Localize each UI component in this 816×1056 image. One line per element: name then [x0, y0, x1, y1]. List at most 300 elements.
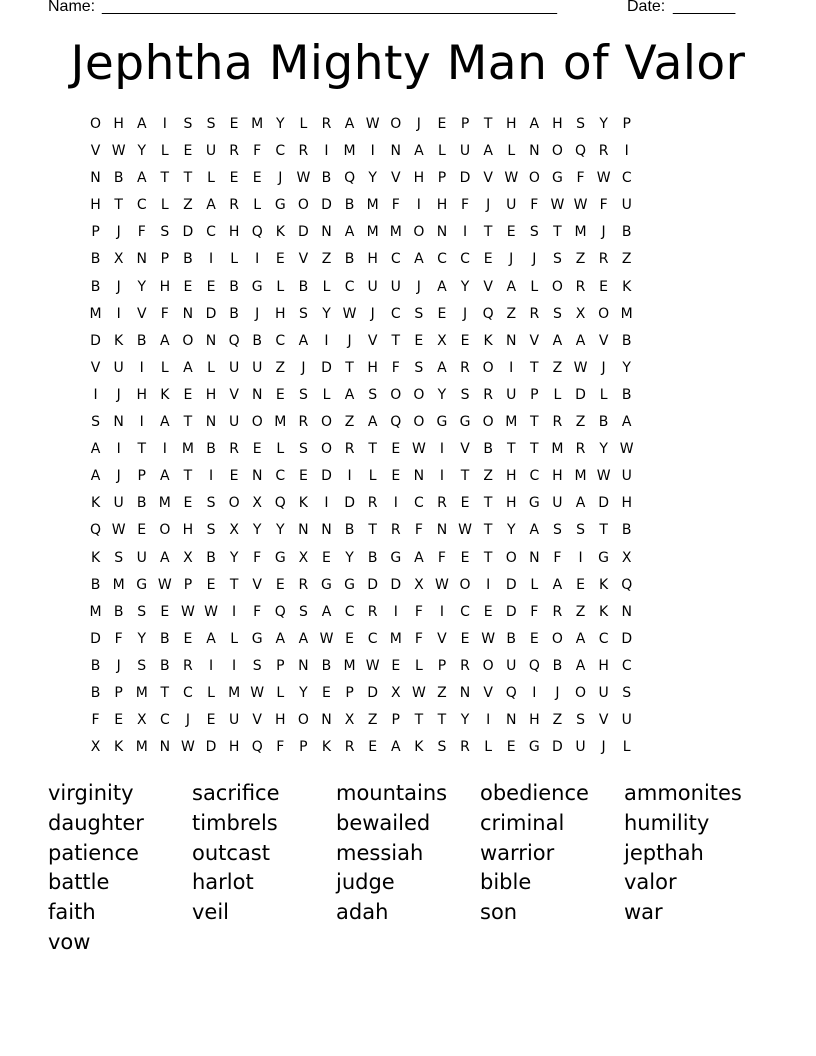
grid-letter: A	[321, 603, 332, 620]
grid-letter: F	[414, 522, 423, 539]
grid-letter: O	[413, 224, 425, 241]
grid-letter: T	[437, 712, 447, 729]
grid-letter: M	[366, 197, 379, 214]
grid-letter: T	[229, 576, 239, 593]
grid-letter: L	[207, 359, 215, 376]
grid-letter: S	[114, 549, 124, 566]
grid-letter: B	[183, 251, 193, 268]
grid-letter: A	[552, 332, 563, 349]
grid-letter: H	[159, 278, 171, 295]
grid-letter: C	[413, 495, 424, 512]
grid-letter: N	[529, 143, 540, 160]
grid-letter: A	[160, 468, 170, 485]
grid-letter: Z	[575, 251, 586, 268]
grid-letter: E	[206, 576, 216, 593]
grid-letter: P	[114, 684, 123, 701]
grid-row	[84, 246, 732, 273]
grid-letter: B	[136, 332, 147, 349]
grid-letter: I	[232, 603, 237, 620]
grid-letter: N	[251, 386, 263, 403]
grid-letter: F	[437, 549, 446, 566]
grid-letter: J	[255, 305, 260, 322]
grid-letter: G	[528, 739, 540, 756]
grid-letter: B	[621, 332, 632, 349]
grid-letter: T	[483, 495, 493, 512]
grid-letter: S	[160, 224, 170, 241]
grid-letter: C	[275, 143, 286, 160]
grid-letter: E	[506, 224, 516, 241]
grid-letter: W	[342, 305, 357, 322]
grid-letter: Y	[276, 522, 285, 539]
grid-letter: P	[460, 116, 470, 132]
grid-letter: F	[414, 603, 423, 620]
grid-letter: D	[90, 332, 101, 349]
grid-letter: T	[599, 522, 608, 539]
grid-letter: R	[552, 603, 563, 620]
grid-letter: S	[252, 657, 262, 674]
grid-letter: I	[139, 359, 144, 376]
grid-letter: S	[137, 603, 147, 620]
grid-letter: G	[251, 630, 263, 647]
grid-letter: T	[414, 712, 424, 729]
grid-letter: B	[344, 251, 355, 268]
grid-letter: O	[482, 414, 494, 431]
grid-letter: U	[621, 197, 632, 214]
grid-letter: E	[183, 630, 193, 647]
grid-letter: E	[391, 657, 401, 674]
grid-letter: E	[114, 712, 124, 729]
grid-letter: E	[206, 712, 216, 729]
grid-letter: Y	[460, 278, 470, 295]
grid-letter: W	[411, 684, 426, 701]
grid-letter: L	[530, 278, 539, 295]
grid-letter: Z	[506, 305, 517, 322]
grid-letter: P	[160, 251, 170, 268]
grid-letter: L	[414, 657, 423, 674]
grid-letter: G	[344, 576, 355, 593]
grid-letter: I	[232, 657, 237, 674]
grid-letter: U	[459, 143, 471, 160]
grid-letter: H	[505, 468, 517, 485]
grid-letter: K	[90, 495, 101, 512]
grid-letter: R	[367, 495, 378, 512]
grid-letter: U	[621, 712, 632, 729]
grid-letter: B	[344, 522, 355, 539]
grid-letter: A	[298, 332, 309, 349]
grid-letter: I	[416, 197, 421, 214]
grid-letter: X	[437, 332, 447, 349]
grid-letter: J	[601, 739, 606, 756]
word-list-item: vow	[48, 929, 91, 954]
grid-letter: U	[506, 657, 517, 674]
grid-letter: Y	[299, 684, 308, 701]
grid-letter: I	[509, 359, 514, 376]
grid-letter: Y	[460, 712, 470, 729]
grid-letter: L	[299, 116, 308, 132]
grid-letter: N	[390, 143, 401, 160]
grid-letter: W	[596, 170, 611, 187]
grid-letter: T	[530, 441, 539, 458]
grid-letter: I	[255, 251, 260, 268]
grid-letter: D	[598, 495, 609, 512]
grid-letter: Y	[229, 549, 239, 566]
grid-letter: L	[507, 143, 516, 160]
grid-letter: I	[347, 468, 352, 485]
grid-letter: F	[253, 603, 262, 620]
grid-letter: U	[390, 278, 401, 295]
grid-letter: S	[414, 305, 424, 322]
grid-letter: D	[321, 197, 332, 214]
grid-letter: C	[159, 712, 170, 729]
grid-letter: C	[136, 197, 147, 214]
grid-letter: U	[598, 684, 609, 701]
grid-letter: J	[601, 359, 606, 376]
grid-letter: N	[621, 603, 632, 620]
grid-letter: A	[575, 657, 586, 674]
grid-letter: U	[252, 359, 263, 376]
grid-letter: J	[185, 712, 190, 729]
grid-letter: N	[413, 468, 425, 485]
grid-letter: R	[298, 576, 309, 593]
grid-letter: U	[113, 359, 124, 376]
word-list-item: daughter	[48, 810, 144, 835]
grid-letter: M	[274, 414, 287, 431]
grid-letter: I	[208, 468, 214, 485]
grid-letter: D	[552, 739, 563, 756]
grid-letter: W	[181, 603, 195, 620]
grid-letter: T	[483, 522, 493, 539]
grid-letter: Q	[390, 414, 402, 431]
grid-letter: B	[229, 278, 239, 295]
word-list-item: virginity	[48, 781, 134, 805]
grid-letter: E	[229, 170, 239, 187]
grid-letter: O	[297, 712, 309, 729]
grid-letter: E	[229, 116, 239, 132]
grid-row	[84, 490, 732, 517]
grid-letter: I	[393, 495, 398, 512]
grid-letter: T	[506, 441, 516, 458]
grid-letter: M	[135, 739, 148, 756]
grid-letter: K	[483, 332, 493, 349]
grid-letter: M	[551, 441, 564, 458]
grid-row	[84, 192, 732, 219]
grid-letter: T	[530, 359, 539, 376]
grid-letter: S	[437, 739, 447, 756]
grid-letter: Z	[275, 359, 286, 376]
grid-letter: V	[437, 630, 447, 647]
grid-letter: V	[460, 441, 470, 458]
grid-letter: F	[530, 603, 539, 620]
grid-letter: U	[228, 359, 240, 376]
grid-letter: O	[482, 359, 494, 376]
grid-letter: H	[228, 739, 240, 756]
grid-letter: E	[322, 549, 331, 566]
grid-letter: A	[414, 251, 424, 268]
grid-letter: D	[182, 224, 194, 241]
grid-letter: J	[116, 224, 121, 241]
grid-letter: X	[113, 251, 124, 268]
grid-letter: O	[551, 278, 563, 295]
grid-letter: S	[206, 522, 216, 539]
grid-letter: E	[529, 630, 539, 647]
grid-row	[84, 599, 732, 626]
grid-letter: E	[275, 386, 285, 403]
grid-letter: B	[321, 170, 332, 187]
grid-letter: N	[529, 549, 540, 566]
grid-letter: Y	[368, 170, 377, 187]
word-list-item: humility	[624, 810, 710, 835]
grid-row	[84, 545, 732, 572]
grid-letter: J	[301, 359, 306, 376]
grid-letter: A	[414, 143, 424, 160]
grid-letter: G	[436, 414, 448, 431]
header	[48, 0, 748, 20]
grid-row	[84, 572, 732, 599]
grid-row	[84, 707, 732, 734]
grid-letter: A	[621, 414, 632, 431]
grid-letter: L	[322, 386, 331, 403]
grid-letter: L	[484, 739, 493, 756]
grid-letter: A	[575, 495, 586, 512]
grid-letter: E	[460, 495, 470, 512]
grid-letter: H	[413, 170, 425, 187]
grid-letter: B	[598, 414, 609, 431]
grid-letter: S	[529, 224, 539, 241]
grid-letter: D	[298, 224, 309, 241]
word-list-item: jepthah	[624, 840, 704, 865]
grid-letter: W	[504, 170, 519, 187]
grid-letter: M	[112, 576, 125, 593]
grid-letter: B	[90, 576, 101, 593]
grid-letter: J	[462, 305, 468, 322]
grid-letter: A	[552, 576, 563, 593]
grid-letter: F	[253, 143, 262, 160]
grid-letter: F	[253, 549, 262, 566]
grid-letter: D	[621, 630, 633, 647]
grid-letter: A	[506, 278, 517, 295]
grid-letter: C	[206, 224, 216, 241]
grid-letter: V	[483, 684, 493, 701]
word-list-item: ammonites	[624, 781, 742, 805]
grid-letter: W	[435, 576, 449, 593]
grid-letter: I	[324, 143, 329, 160]
grid-letter: C	[367, 630, 378, 647]
grid-letter: M	[366, 224, 379, 241]
word-list-item: faith	[48, 900, 96, 925]
grid-letter: W	[111, 143, 126, 160]
grid-letter: Z	[552, 712, 563, 729]
grid-letter: L	[276, 684, 285, 701]
grid-letter: A	[206, 197, 216, 214]
grid-row	[84, 436, 732, 463]
grid-letter: X	[390, 684, 401, 701]
grid-letter: R	[460, 359, 470, 376]
grid-letter: Z	[344, 414, 355, 431]
grid-letter: W	[365, 657, 380, 674]
grid-letter: E	[391, 441, 401, 458]
grid-letter: I	[486, 712, 491, 729]
grid-letter: P	[530, 386, 539, 403]
grid-letter: U	[205, 143, 217, 160]
grid-letter: G	[251, 278, 263, 295]
grid-letter: Y	[622, 359, 631, 376]
word-list-item: bible	[480, 870, 532, 895]
grid-letter: F	[553, 549, 562, 566]
grid-letter: T	[553, 224, 562, 241]
grid-letter: H	[275, 712, 286, 729]
grid-letter: G	[136, 576, 148, 593]
grid-letter: N	[436, 522, 448, 539]
grid-letter: B	[483, 441, 493, 458]
grid-letter: G	[390, 549, 402, 566]
grid-letter: O	[413, 414, 425, 431]
grid-letter: T	[368, 522, 377, 539]
grid-letter: N	[321, 522, 332, 539]
grid-letter: E	[137, 522, 147, 539]
grid-letter: A	[437, 359, 447, 376]
grid-letter: R	[229, 441, 239, 458]
grid-letter: U	[228, 712, 240, 729]
grid-letter: N	[505, 332, 517, 349]
grid-letter: I	[116, 441, 121, 458]
grid-letter: M	[228, 684, 241, 701]
grid-letter: T	[160, 684, 170, 701]
grid-letter: O	[390, 116, 402, 132]
grid-letter: U	[506, 197, 517, 214]
grid-row	[84, 626, 732, 653]
grid-letter: E	[437, 305, 447, 322]
grid-letter: I	[393, 603, 398, 620]
grid-letter: R	[483, 386, 493, 403]
grid-letter: B	[160, 657, 170, 674]
page-title: Jephtha Mighty Man of Valor	[70, 36, 746, 91]
grid-letter: B	[113, 603, 124, 620]
word-list	[48, 779, 768, 958]
grid-letter: O	[575, 684, 587, 701]
grid-letter: R	[552, 414, 563, 431]
grid-letter: E	[322, 684, 331, 701]
grid-letter: W	[619, 441, 634, 458]
grid-letter: R	[344, 441, 355, 458]
grid-letter: E	[275, 251, 285, 268]
grid-letter: H	[275, 305, 286, 322]
grid-letter: O	[459, 576, 471, 593]
grid-letter: B	[506, 630, 517, 647]
grid-letter: M	[620, 305, 633, 322]
grid-letter: F	[160, 305, 169, 322]
grid-row	[84, 355, 732, 382]
word-list-item: adah	[336, 900, 389, 925]
grid-letter: L	[599, 386, 608, 403]
grid-letter: F	[276, 739, 285, 756]
word-list-item: veil	[192, 900, 230, 925]
grid-letter: R	[390, 522, 401, 539]
grid-letter: M	[251, 116, 264, 132]
grid-letter: T	[137, 441, 147, 458]
grid-letter: Y	[345, 549, 354, 566]
grid-letter: T	[345, 359, 354, 376]
grid-letter: Q	[528, 657, 540, 674]
grid-letter: H	[228, 224, 240, 241]
grid-letter: V	[90, 143, 101, 160]
grid-row	[84, 517, 732, 544]
grid-letter: E	[252, 170, 262, 187]
grid-letter: I	[486, 576, 491, 593]
grid-letter: J	[116, 468, 121, 485]
grid-letter: V	[390, 170, 401, 187]
grid-letter: R	[367, 603, 378, 620]
grid-letter: H	[505, 116, 517, 132]
grid-letter: O	[320, 441, 332, 458]
grid-letter: K	[90, 549, 101, 566]
grid-letter: V	[90, 359, 101, 376]
grid-letter: R	[460, 657, 470, 674]
grid-letter: G	[459, 414, 471, 431]
grid-letter: L	[253, 197, 262, 214]
grid-letter: A	[136, 170, 147, 187]
grid-letter: A	[529, 116, 540, 132]
grid-row	[84, 274, 732, 301]
grid-letter: A	[367, 414, 378, 431]
grid-letter: Y	[137, 143, 147, 160]
grid-letter: O	[390, 386, 402, 403]
grid-letter: A	[183, 359, 193, 376]
grid-letter: M	[343, 143, 356, 160]
grid-letter: F	[576, 170, 585, 187]
word-list-item: criminal	[480, 810, 565, 835]
grid-letter: G	[551, 170, 563, 187]
grid-letter: A	[90, 441, 101, 458]
grid-letter: O	[413, 386, 425, 403]
grid-letter: U	[228, 414, 240, 431]
grid-letter: O	[159, 522, 171, 539]
grid-letter: T	[114, 197, 123, 214]
grid-letter: O	[551, 630, 563, 647]
grid-letter: F	[461, 197, 470, 214]
grid-letter: O	[251, 414, 263, 431]
grid-letter: I	[208, 251, 214, 268]
grid-letter: Y	[322, 305, 331, 322]
grid-letter: Z	[321, 251, 332, 268]
grid-letter: E	[160, 603, 170, 620]
grid-letter: T	[391, 332, 401, 349]
grid-letter: T	[183, 468, 193, 485]
grid-letter: F	[530, 197, 539, 214]
grid-letter: E	[576, 576, 585, 593]
grid-letter: A	[414, 549, 424, 566]
grid-letter: I	[93, 386, 98, 403]
grid-letter: J	[370, 305, 375, 322]
grid-row	[84, 138, 732, 165]
grid-letter: V	[252, 576, 262, 593]
grid-letter: V	[367, 332, 378, 349]
grid-letter: W	[550, 197, 565, 214]
grid-letter: B	[321, 657, 332, 674]
grid-letter: Y	[437, 386, 447, 403]
grid-letter: H	[136, 386, 147, 403]
grid-letter: M	[343, 657, 356, 674]
grid-letter: A	[160, 549, 170, 566]
grid-letter: B	[621, 386, 632, 403]
grid-letter: O	[320, 414, 332, 431]
grid-letter: L	[276, 441, 285, 458]
grid-letter: T	[483, 224, 493, 241]
grid-letter: E	[275, 576, 285, 593]
grid-letter: N	[505, 712, 517, 729]
grid-letter: W	[458, 522, 472, 539]
grid-letter: X	[229, 522, 239, 539]
grid-letter: H	[505, 495, 517, 512]
